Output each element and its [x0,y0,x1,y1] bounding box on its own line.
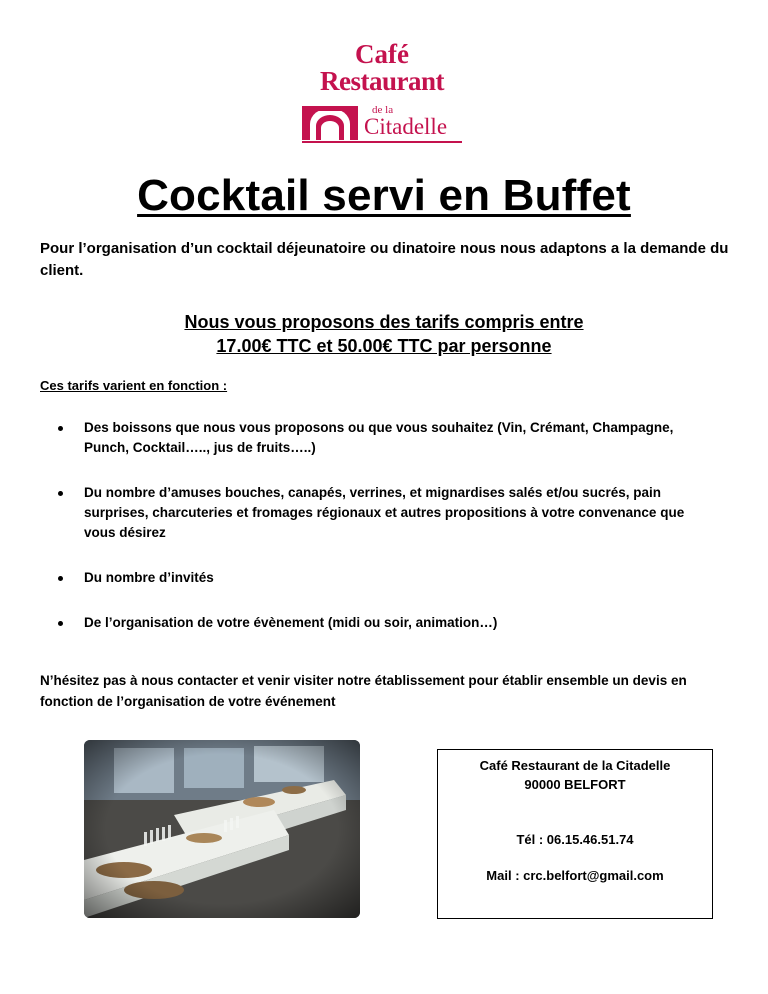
list-item [40,613,700,633]
contact-invitation: N’hésitez pas à nous contacter et venir visiter notre établissement pour établir ensemble un devis en fonction de l’organisation de votre événement [40,673,687,709]
list-item-text: Des boissons que nous vous proposons ou que vous souhaitez (Vin, Crémant, Champagne, Punch, Cocktail….., jus de fruits…..) [84,420,674,455]
logo-cafe-text: Café [355,39,409,69]
intro-paragraph: Pour l’organisation d’un cocktail déjeunatoire ou dinatoire nous nous adaptons a la demande du client. [40,240,729,279]
bullet-icon [58,621,63,626]
price-range-line-1: Nous vous proposons des tarifs compris entre [184,312,584,332]
restaurant-logo [302,40,464,144]
price-range [40,310,728,358]
contact-name: Café Restaurant de la Citadelle [479,758,671,773]
list-item-text: De l’organisation de votre évènement (midi ou soir, animation…) [84,615,498,630]
logo-restaurant-text: Restaurant [320,66,444,96]
list-item-text: Du nombre d’invités [84,570,214,585]
logo-citadelle-text: Citadelle [364,114,448,139]
contact-box [437,749,713,919]
bullet-icon [58,426,63,431]
page-title: Cocktail servi en Buffet [137,171,631,220]
buffet-photo [84,740,360,918]
logo-rule [302,141,462,143]
factors-list [40,418,700,658]
contact-phone: Tél : 06.15.46.51.74 [516,832,634,847]
logo-de-la-text: de la [372,104,394,116]
price-range-line-2: 17.00€ TTC et 50.00€ TTC par personne [216,336,552,356]
list-item-text: Du nombre d’amuses bouches, canapés, verrines, et mignardises salés et/ou sucrés, pain surprises, charcuteries et fromages régionaux et autres propositions à votre convenance que vous désirez [84,485,685,540]
factors-heading: Ces tarifs varient en fonction : [40,378,228,393]
citadelle-gate-icon [302,106,358,140]
buffet-photo-illustration [84,740,360,918]
bullet-icon [58,491,63,496]
list-item [40,483,700,543]
contact-city: 90000 BELFORT [524,777,626,792]
list-item [40,418,700,458]
contact-email: Mail : crc.belfort@gmail.com [486,868,664,883]
bullet-icon [58,576,63,581]
list-item [40,568,700,588]
